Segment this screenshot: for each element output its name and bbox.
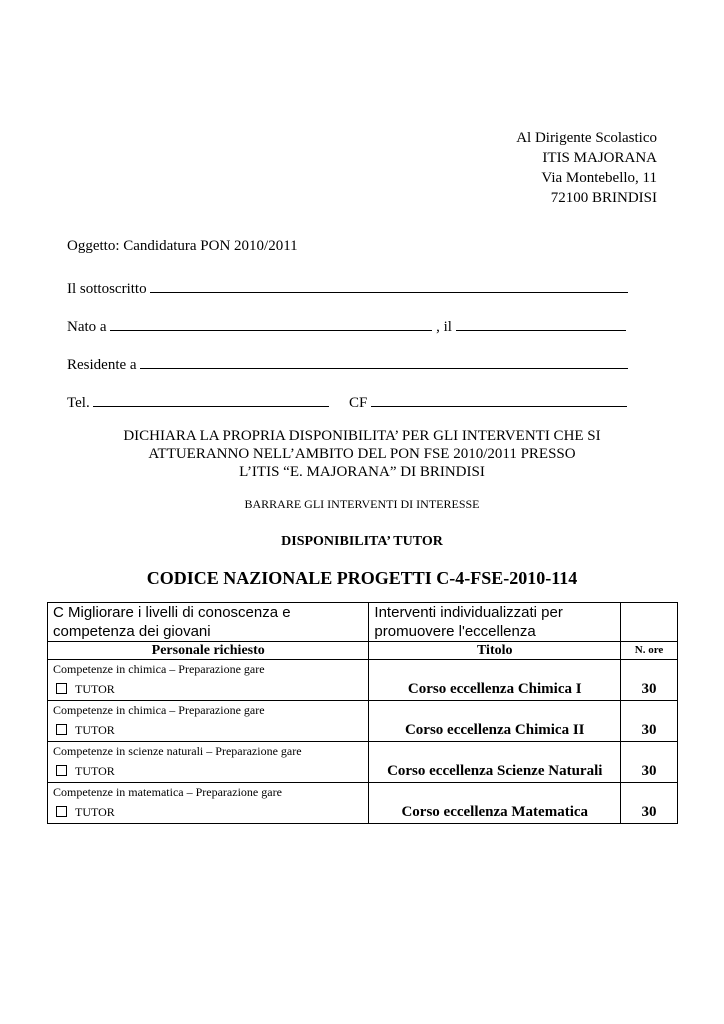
course-title: Corso eccellenza Scienze Naturali: [369, 742, 621, 783]
objective-row: [48, 603, 678, 642]
declaration: [67, 427, 657, 481]
blank-sottoscritto[interactable]: [150, 276, 628, 293]
course-title: Corso eccellenza Chimica II: [369, 701, 621, 742]
competence-label: Competenze in matematica – Preparazione gare: [53, 785, 282, 799]
role-label: TUTOR: [75, 805, 115, 819]
table-row: [48, 783, 678, 824]
recipient-address: [516, 128, 657, 208]
recipient-line: Via Montebello, 11: [541, 170, 657, 186]
course-title: Corso eccellenza Matematica: [369, 783, 621, 824]
table-row: [48, 701, 678, 742]
label-cf: CF: [348, 395, 368, 411]
objective-cell: C Migliorare i livelli di conoscenza e competenza dei giovani: [48, 603, 369, 642]
label-residente: Residente a: [67, 357, 137, 373]
header-titolo: Titolo: [369, 642, 621, 660]
blank-residente[interactable]: [140, 352, 628, 369]
competence-label: Competenze in chimica – Preparazione gare: [53, 703, 265, 717]
label-sottoscritto: Il sottoscritto: [67, 281, 147, 297]
recipient-line: Al Dirigente Scolastico: [516, 130, 657, 146]
projects-table: [47, 602, 678, 824]
instruction-text: BARRARE GLI INTERVENTI DI INTERESSE: [244, 497, 480, 511]
field-sottoscritto: [67, 276, 628, 298]
label-tel: Tel.: [67, 395, 90, 411]
field-residente: [67, 352, 628, 374]
checkbox-icon[interactable]: [56, 724, 67, 735]
course-title: Corso eccellenza Chimica I: [369, 660, 621, 701]
recipient-line: ITIS MAJORANA: [542, 150, 657, 166]
header-personale: Personale richiesto: [48, 642, 369, 660]
label-il: , il: [436, 319, 452, 335]
course-hours: 30: [621, 660, 678, 701]
blank-tel[interactable]: [93, 390, 329, 407]
table-row: [48, 742, 678, 783]
role-label: TUTOR: [75, 764, 115, 778]
course-hours: 30: [621, 701, 678, 742]
subject-line: Oggetto: Candidatura PON 2010/2011: [67, 238, 298, 254]
checkbox-icon[interactable]: [56, 683, 67, 694]
declaration-line: L’ITIS “E. MAJORANA” DI BRINDISI: [239, 464, 485, 480]
availability-heading: DISPONIBILITA’ TUTOR: [281, 534, 443, 549]
role-label: TUTOR: [75, 723, 115, 737]
header-row: [48, 642, 678, 660]
checkbox-icon[interactable]: [56, 765, 67, 776]
declaration-line: DICHIARA LA PROPRIA DISPONIBILITA’ PER GLI INTERVENTI CHE SI: [123, 428, 601, 444]
recipient-line: 72100 BRINDISI: [550, 190, 657, 206]
competence-label: Competenze in chimica – Preparazione gare: [53, 662, 265, 676]
role-label: TUTOR: [75, 682, 115, 696]
blank-cf[interactable]: [371, 390, 627, 407]
field-tel-cf: [67, 390, 627, 412]
competence-label: Competenze in scienze naturali – Preparazione gare: [53, 744, 302, 758]
checkbox-icon[interactable]: [56, 806, 67, 817]
field-nato: [67, 314, 626, 336]
table-row: [48, 660, 678, 701]
project-code-title: CODICE NAZIONALE PROGETTI C-4-FSE-2010-114: [146, 568, 578, 588]
blank-nato[interactable]: [110, 314, 432, 331]
empty-cell: [621, 603, 678, 642]
label-nato: Nato a: [67, 319, 107, 335]
header-ore: N. ore: [621, 642, 678, 660]
course-hours: 30: [621, 742, 678, 783]
intervention-cell: Interventi individualizzati per promuovere l'eccellenza: [369, 603, 621, 642]
declaration-line: ATTUERANNO NELL’AMBITO DEL PON FSE 2010/2011 PRESSO: [148, 446, 576, 462]
blank-data-nascita[interactable]: [456, 314, 626, 331]
course-hours: 30: [621, 783, 678, 824]
